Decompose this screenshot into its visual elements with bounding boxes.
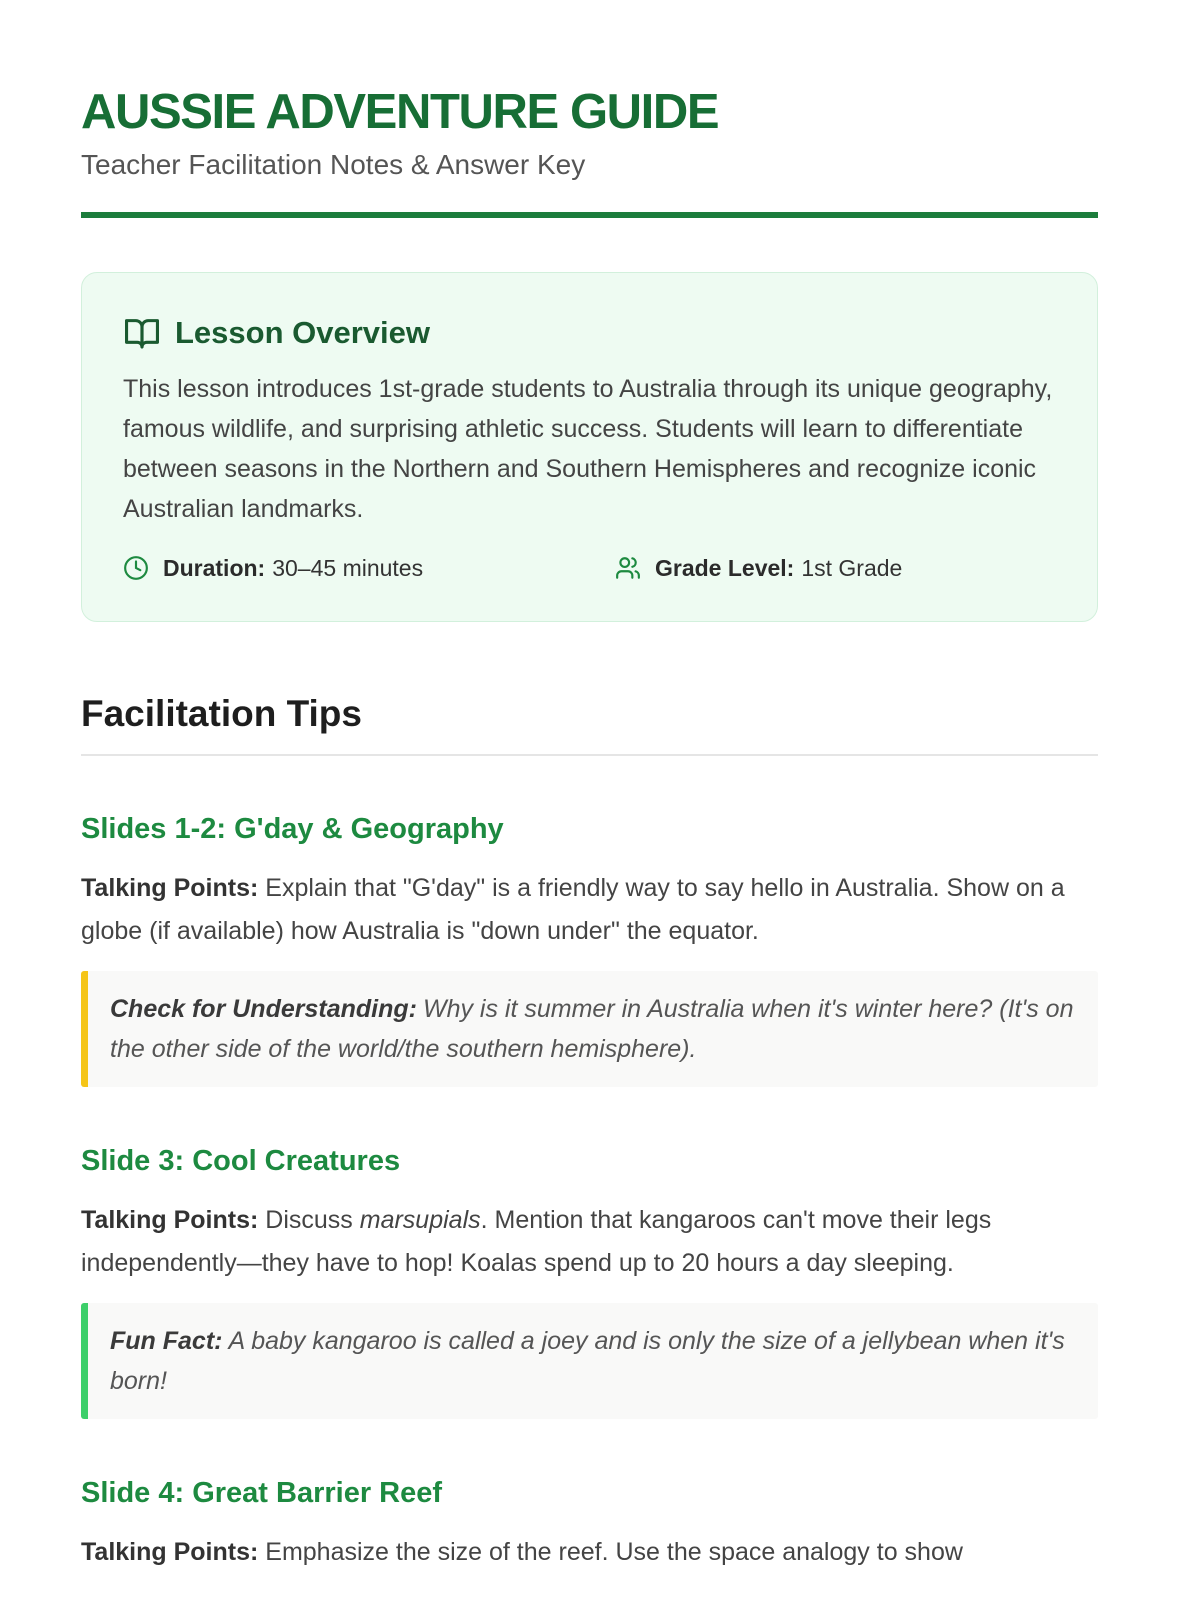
- overview-description: This lesson introduces 1st-grade students to Australia through its unique geography, famous wildlife, and surprising athletic success. Students will learn to differentiate between seasons in the Northern and Southern Hemispheres and recognize iconic Australian landmarks.: [123, 375, 1053, 523]
- callout-text: Why is it summer in Australia when it's winter here? (It's on the other side of the world/the southern hemisphere).: [110, 995, 1074, 1063]
- talking-points-text: Discuss: [265, 1206, 353, 1234]
- grade-level-value: 1st Grade: [801, 555, 903, 581]
- talking-points: [81, 1531, 1098, 1574]
- lesson-overview-card: [81, 272, 1098, 622]
- grade-level-label: Grade Level:: [655, 555, 795, 581]
- duration-info: [123, 553, 615, 583]
- duration-label: Duration:: [163, 555, 266, 581]
- talking-points-text: Emphasize the size of the reef. Use the space analogy to show: [265, 1538, 963, 1566]
- talking-points-text: Explain that "G'day" is a friendly way to say hello in Australia. Show on a globe (if available) how Australia is "down under" the equator.: [81, 874, 1065, 945]
- slide-tip-reef: [81, 1475, 1098, 1574]
- talking-points-text-continued: . Mention that kangaroos can't move their legs independently—they have to hop! Koalas spend up to 20 hours a day sleeping.: [81, 1206, 992, 1277]
- talking-points-label: Talking Points:: [81, 1206, 259, 1234]
- talking-points-label: Talking Points:: [81, 874, 259, 902]
- overview-header: [123, 315, 1057, 351]
- callout-text: A baby kangaroo is called a joey and is only the size of a jellybean when it's born!: [110, 1327, 1065, 1395]
- grade-level-info: [615, 553, 902, 583]
- talking-points-label: Talking Points:: [81, 1538, 259, 1566]
- slide-tip-geography: [81, 811, 1098, 1087]
- talking-points: [81, 867, 1098, 953]
- users-icon: [615, 555, 641, 581]
- fun-fact-callout: [81, 1303, 1098, 1419]
- page-title: AUSSIE ADVENTURE GUIDE: [81, 85, 719, 139]
- callout-label: Check for Understanding:: [110, 995, 417, 1023]
- callout-label: Fun Fact:: [110, 1327, 223, 1355]
- duration-value: 30–45 minutes: [272, 555, 424, 581]
- talking-points: [81, 1199, 1098, 1285]
- slide-heading: Slide 4: Great Barrier Reef: [81, 1477, 443, 1509]
- emphasized-term: marsupials: [359, 1206, 481, 1234]
- clock-icon: [123, 555, 149, 581]
- slide-tip-creatures: [81, 1143, 1098, 1419]
- overview-title: Lesson Overview: [175, 315, 431, 350]
- slide-heading: Slides 1-2: G'day & Geography: [81, 813, 504, 845]
- slide-heading: Slide 3: Cool Creatures: [81, 1145, 401, 1177]
- page-subtitle: Teacher Facilitation Notes & Answer Key: [81, 149, 586, 180]
- open-book-icon: [123, 316, 161, 350]
- title-divider: [81, 212, 1098, 218]
- lesson-meta: [123, 553, 1057, 583]
- check-for-understanding-callout: [81, 971, 1098, 1087]
- facilitation-tips-heading: Facilitation Tips: [81, 693, 362, 734]
- section-divider: [81, 754, 1098, 756]
